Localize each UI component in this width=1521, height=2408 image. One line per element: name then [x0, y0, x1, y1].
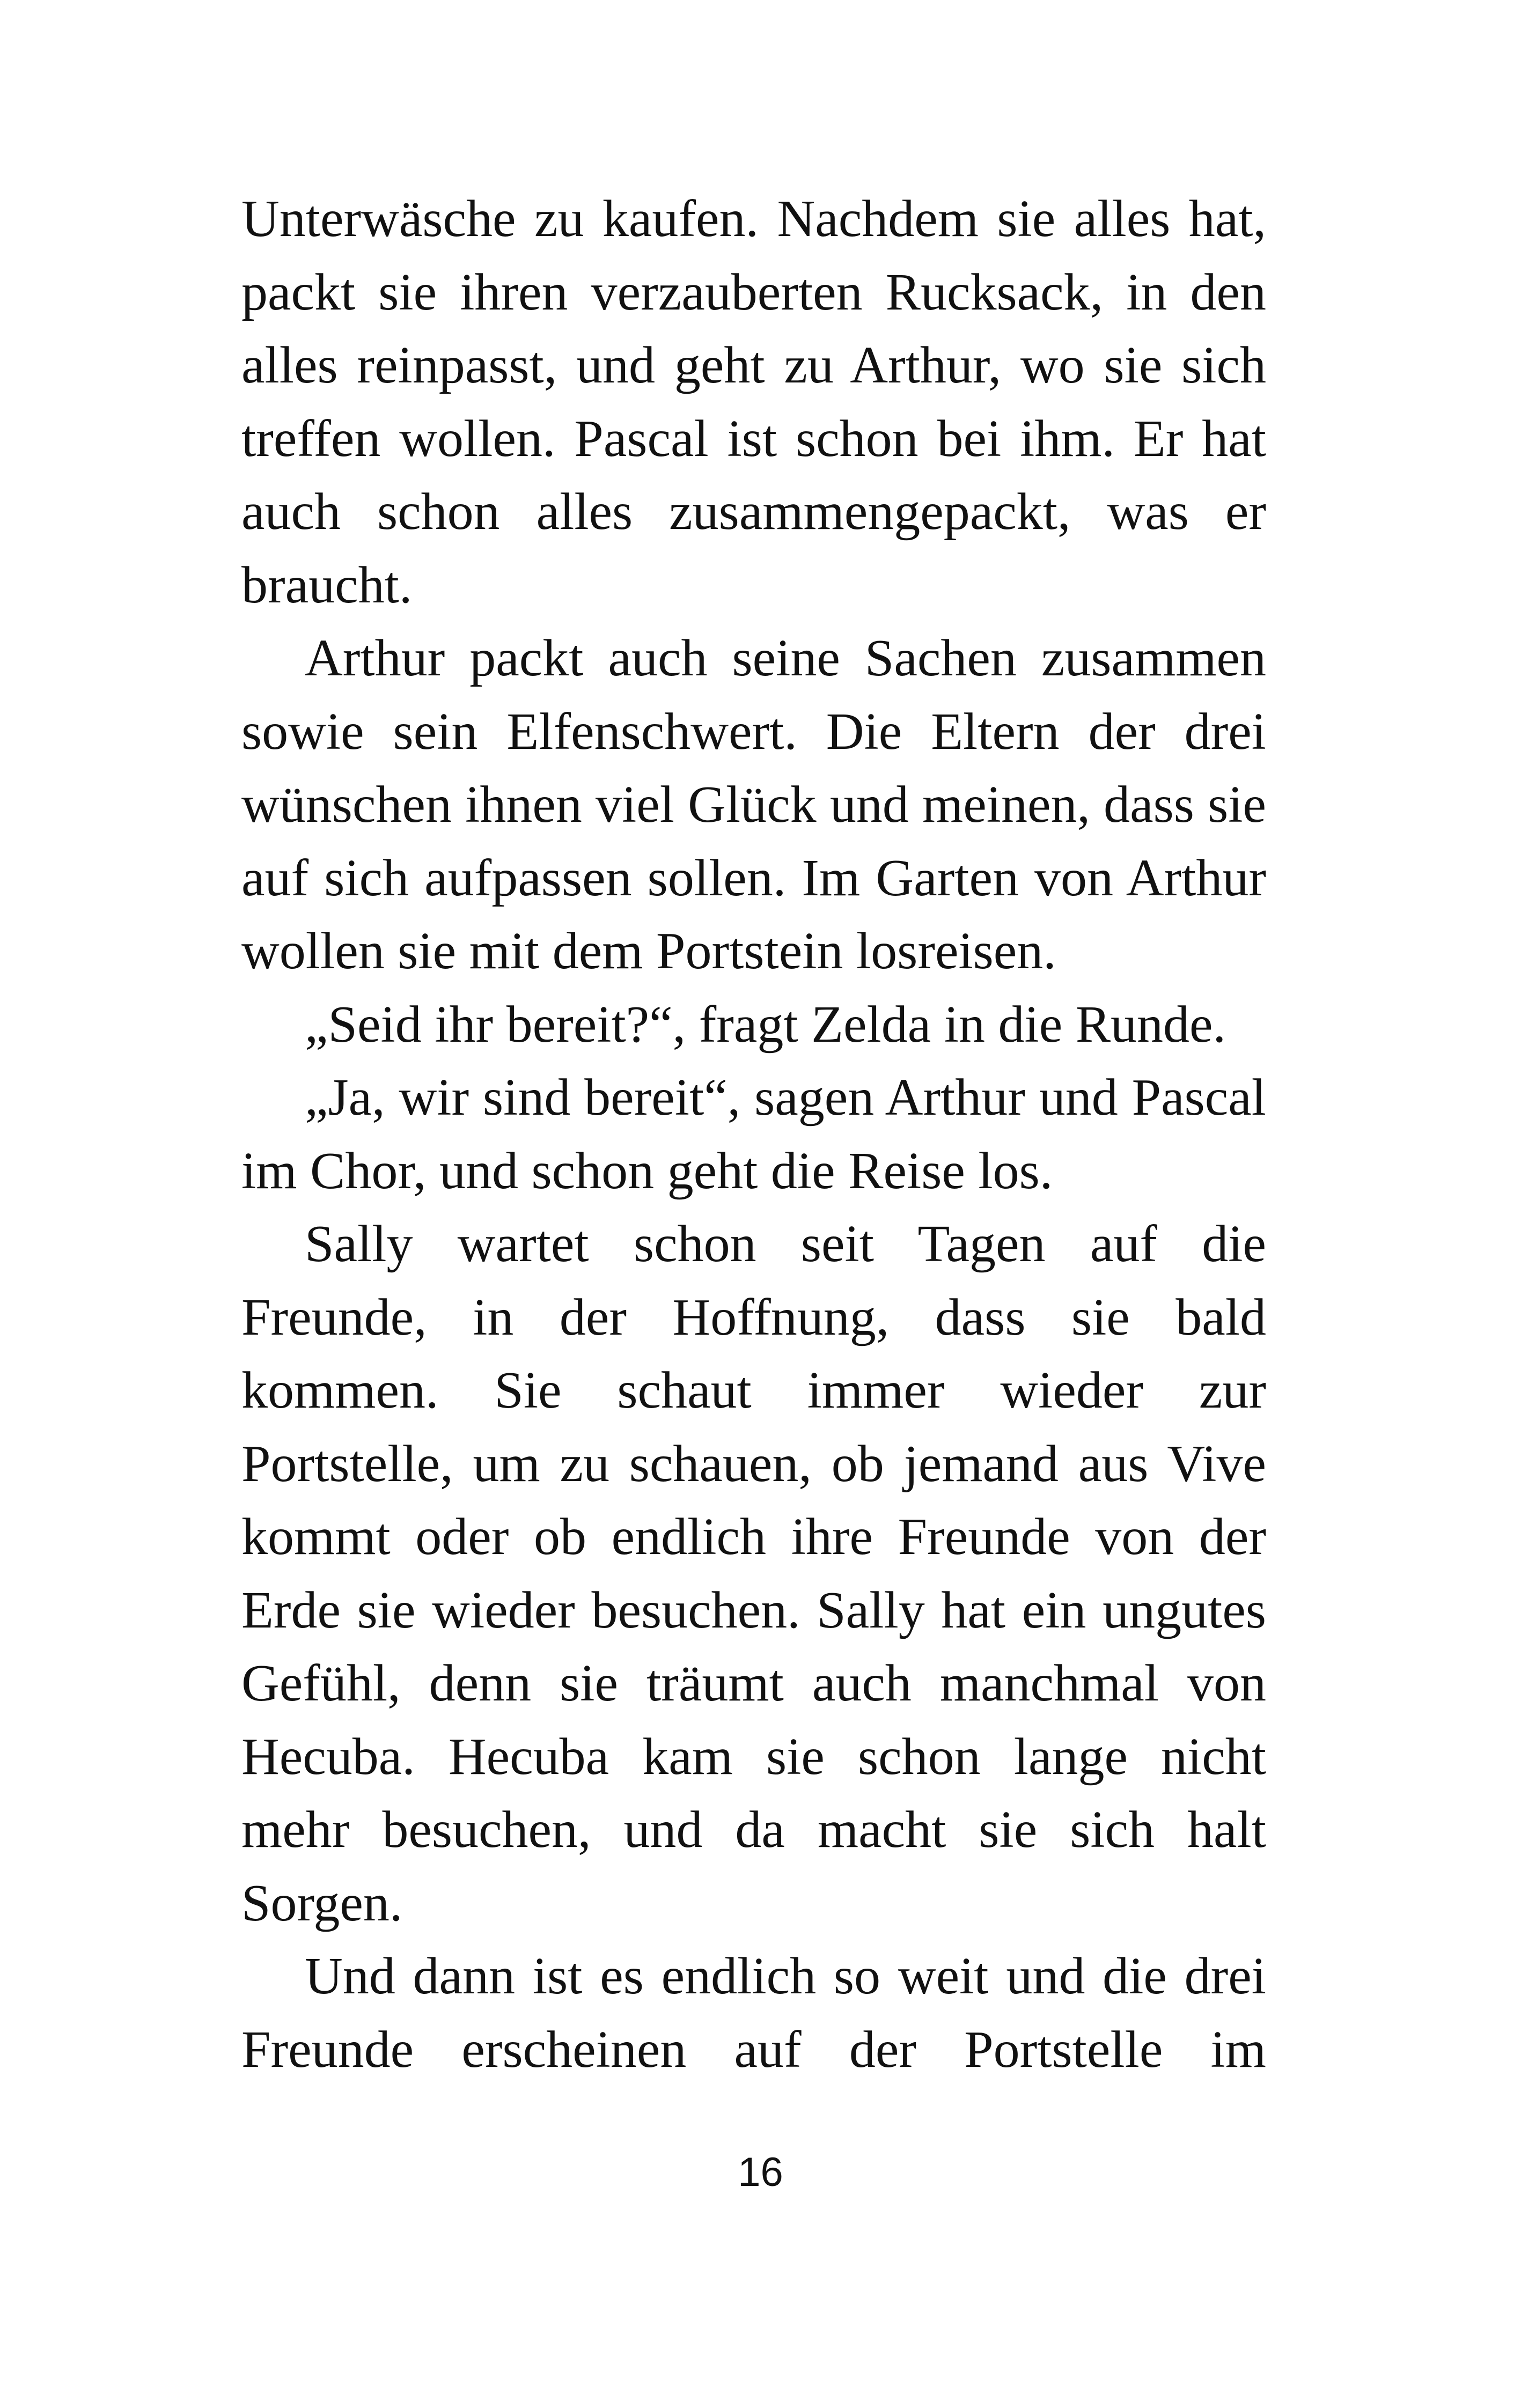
text-line: alles reinpasst, und geht zu Arthur, wo sie sich — [241, 336, 1266, 394]
text-line: Freunde erscheinen auf der Portstelle im — [241, 2020, 1266, 2079]
text-line: im Chor, und schon geht die Reise los. — [241, 1142, 1053, 1200]
text-line: mehr besuchen, und da macht sie sich halt — [241, 1801, 1266, 1859]
text-line: wünschen ihnen viel Glück und meinen, dass sie — [241, 776, 1266, 834]
text-line: Hecuba. Hecuba kam sie schon lange nicht — [241, 1727, 1266, 1786]
text-line: Arthur packt auch seine Sachen zusammen — [305, 629, 1266, 687]
text-line: sowie sein Elfenschwert. Die Eltern der drei — [241, 702, 1266, 761]
text-line: kommen. Sie schaut immer wieder zur — [241, 1361, 1266, 1419]
text-line: treffen wollen. Pascal ist schon bei ihm. Er hat — [241, 409, 1266, 468]
text-line: „Seid ihr bereit?“, fragt Zelda in die Runde. — [305, 995, 1226, 1054]
text-line: auch schon alles zusammengepackt, was er — [241, 483, 1266, 541]
text-line: braucht. — [241, 556, 413, 614]
text-line: Freunde, in der Hoffnung, dass sie bald — [241, 1288, 1266, 1346]
text-line: Und dann ist es endlich so weit und die drei — [305, 1947, 1266, 2005]
text-line: Sorgen. — [241, 1874, 403, 1932]
text-line: wollen sie mit dem Portstein losreisen. — [241, 922, 1056, 980]
text-line: Sally wartet schon seit Tagen auf die — [305, 1215, 1266, 1273]
text-line: kommt oder ob endlich ihre Freunde von der — [241, 1508, 1266, 1566]
text-line: Gefühl, denn sie träumt auch manchmal von — [241, 1654, 1266, 1712]
text-line: packt sie ihren verzauberten Rucksack, in den — [241, 263, 1266, 321]
text-line: „Ja, wir sind bereit“, sagen Arthur und Pascal — [305, 1069, 1266, 1126]
text-line: Erde sie wieder besuchen. Sally hat ein ungutes — [241, 1581, 1266, 1639]
page-number: 16 — [738, 2149, 783, 2195]
text-line: auf sich aufpassen sollen. Im Garten von Arthur — [241, 849, 1266, 907]
text-line: Unterwäsche zu kaufen. Nachdem sie alles hat, — [241, 190, 1266, 248]
body-text — [241, 182, 1266, 2086]
text-line: Portstelle, um zu schauen, ob jemand aus Vive — [241, 1434, 1266, 1493]
